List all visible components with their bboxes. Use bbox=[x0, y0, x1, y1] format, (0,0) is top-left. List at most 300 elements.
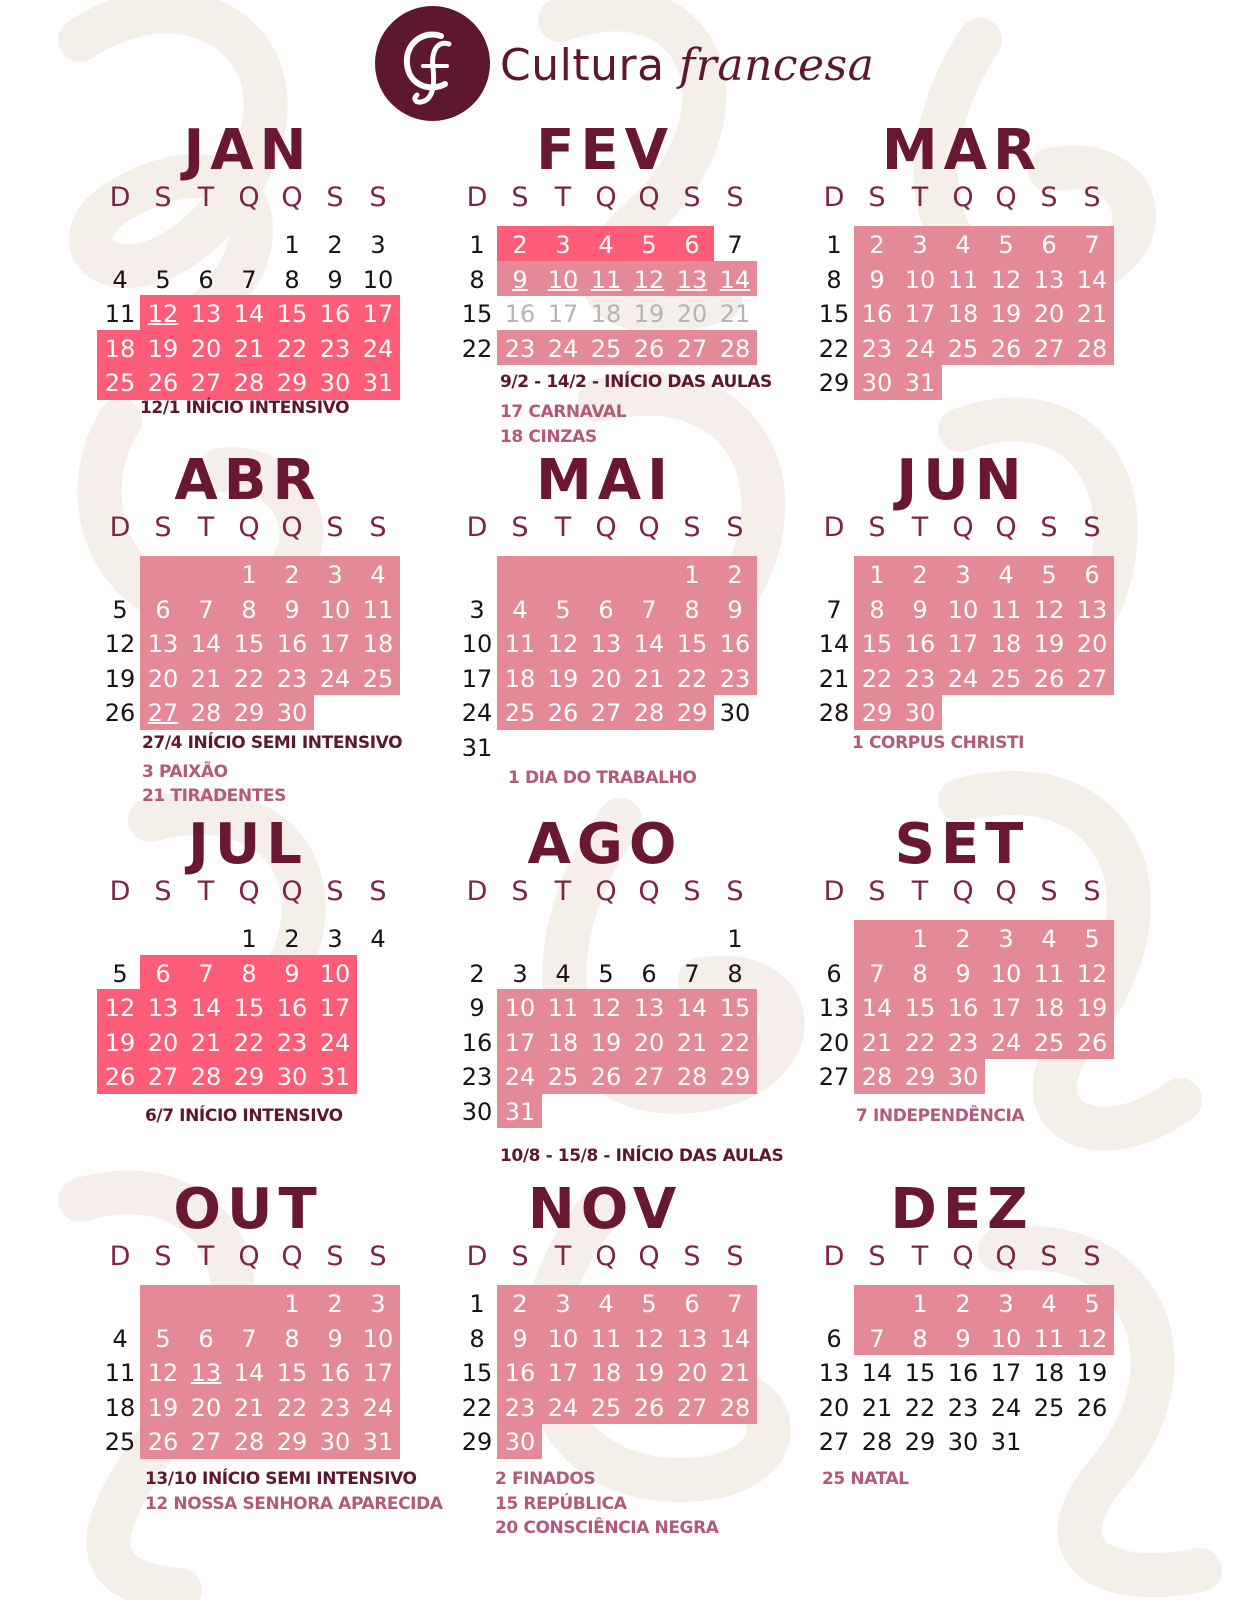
calendar-day: 29 bbox=[818, 369, 850, 397]
calendar-day: 1 bbox=[727, 925, 743, 953]
calendar-day: 13 bbox=[1033, 265, 1065, 294]
calendar-day: 7 bbox=[198, 595, 214, 624]
calendar-day: 21 bbox=[861, 1028, 893, 1057]
weekday-header: D bbox=[823, 512, 845, 543]
calendar-day: 13 bbox=[633, 994, 665, 1022]
weekday-header: T bbox=[911, 182, 929, 213]
month-title: ABR bbox=[174, 448, 322, 513]
calendar-day: 14 bbox=[719, 1324, 751, 1353]
calendar-day: 21 bbox=[233, 1393, 265, 1422]
calendar-day: 29 bbox=[861, 699, 893, 727]
calendar-day: 18 bbox=[1033, 1359, 1065, 1387]
calendar-day: 30 bbox=[719, 699, 751, 727]
calendar-day: 5 bbox=[641, 1290, 657, 1318]
calendar-day: 7 bbox=[727, 1290, 743, 1318]
calendar-day: 16 bbox=[719, 630, 751, 658]
calendar-day: 15 bbox=[233, 994, 265, 1022]
calendar-day: 9 bbox=[284, 959, 300, 988]
calendar-day: 29 bbox=[676, 699, 708, 727]
calendar-day: 20 bbox=[190, 334, 222, 363]
calendar-day: 25 bbox=[362, 1028, 394, 1057]
weekday-header: D bbox=[109, 876, 131, 907]
calendar-day: 20 bbox=[147, 664, 179, 693]
calendar-day: 25 bbox=[990, 664, 1022, 693]
calendar-day: 22 bbox=[818, 334, 850, 363]
calendar-day: 12 bbox=[633, 265, 665, 294]
calendar-day: 22 bbox=[676, 664, 708, 693]
calendar-day: 15 bbox=[676, 630, 708, 658]
weekday-header: Q bbox=[638, 512, 660, 543]
calendar-day: 16 bbox=[947, 994, 979, 1022]
calendar-day: 15 bbox=[904, 1359, 936, 1387]
calendar-day: 12 bbox=[1076, 959, 1108, 988]
calendar-day: 4 bbox=[370, 561, 386, 589]
calendar-day: 18 bbox=[104, 334, 136, 363]
calendar-day: 11 bbox=[947, 265, 979, 294]
calendar-day: 13 bbox=[1076, 595, 1108, 624]
calendar-day: 13 bbox=[190, 300, 222, 328]
calendar-day: 19 bbox=[990, 300, 1022, 328]
calendar-day: 25 bbox=[362, 664, 394, 693]
calendar-day: 3 bbox=[327, 561, 343, 589]
calendar-day: 19 bbox=[1076, 1359, 1108, 1387]
calendar-day: 26 bbox=[1033, 664, 1065, 693]
calendar-day: 10 bbox=[461, 630, 493, 658]
calendar-day: 14 bbox=[633, 630, 665, 658]
calendar-day: 9 bbox=[727, 595, 743, 624]
calendar-day: 10 bbox=[362, 1324, 394, 1353]
brand-logo bbox=[375, 6, 490, 121]
calendar-day: 18 bbox=[547, 1028, 579, 1057]
calendar-day: 13 bbox=[676, 1324, 708, 1353]
weekday-header: Q bbox=[238, 876, 260, 907]
calendar-day: 21 bbox=[861, 1393, 893, 1422]
calendar-day: 27 bbox=[1033, 334, 1065, 363]
calendar-day: 5 bbox=[1041, 561, 1057, 589]
calendar-day: 12 bbox=[633, 1324, 665, 1353]
calendar-day: 26 bbox=[147, 1428, 179, 1456]
month-title: DEZ bbox=[890, 1177, 1034, 1242]
calendar-day: 19 bbox=[1033, 630, 1065, 658]
calendar-day: 26 bbox=[990, 334, 1022, 363]
calendar-day: 21 bbox=[633, 664, 665, 693]
calendar-day: 16 bbox=[947, 1359, 979, 1387]
calendar-day: 30 bbox=[276, 1063, 308, 1091]
calendar-day: 18 bbox=[590, 1359, 622, 1387]
calendar-day: 8 bbox=[912, 1324, 928, 1353]
calendar-day: 27 bbox=[147, 1063, 179, 1091]
calendar-day: 23 bbox=[904, 664, 936, 693]
calendar-day: 7 bbox=[198, 959, 214, 988]
weekday-header: S bbox=[511, 512, 529, 543]
calendar-day: 17 bbox=[990, 994, 1022, 1022]
calendar-day: 23 bbox=[319, 1393, 351, 1422]
calendar-day: 6 bbox=[1084, 561, 1100, 589]
calendar-day: 6 bbox=[826, 959, 842, 988]
calendar-day: 14 bbox=[190, 630, 222, 658]
calendar-day: 28 bbox=[861, 1063, 893, 1091]
calendar-day: 27 bbox=[818, 1428, 850, 1456]
calendar-day: 27 bbox=[676, 1393, 708, 1422]
calendar-day: 30 bbox=[904, 699, 936, 727]
calendar-day: 27 bbox=[633, 1063, 665, 1091]
weekday-header: S bbox=[326, 876, 344, 907]
calendar-day: 8 bbox=[912, 959, 928, 988]
calendar-note: 21 TIRADENTES bbox=[142, 786, 286, 806]
calendar-day: 29 bbox=[461, 1428, 493, 1456]
calendar-day: 2 bbox=[469, 959, 485, 988]
calendar-day: 22 bbox=[233, 1028, 265, 1057]
weekday-header: T bbox=[554, 876, 572, 907]
calendar-day: 7 bbox=[684, 959, 700, 988]
weekday-header: Q bbox=[281, 182, 303, 213]
weekday-header: S bbox=[154, 1241, 172, 1272]
weekday-header: S bbox=[726, 1241, 744, 1272]
weekday-header: S bbox=[326, 1241, 344, 1272]
weekday-header: S bbox=[1083, 876, 1101, 907]
calendar-day: 15 bbox=[904, 994, 936, 1022]
calendar-day: 8 bbox=[684, 595, 700, 624]
calendar-day: 10 bbox=[504, 994, 536, 1022]
weekday-header: T bbox=[197, 512, 215, 543]
calendar-day: 25 bbox=[547, 1063, 579, 1091]
calendar-day: 26 bbox=[547, 699, 579, 727]
calendar-day: 9 bbox=[955, 959, 971, 988]
calendar-day: 1 bbox=[241, 925, 257, 953]
calendar-day: 22 bbox=[461, 1393, 493, 1422]
month-title: JAN bbox=[183, 118, 313, 183]
calendar-day: 24 bbox=[547, 334, 579, 363]
calendar-day: 1 bbox=[826, 231, 842, 259]
calendar-day: 4 bbox=[555, 959, 571, 988]
calendar-day: 14 bbox=[818, 630, 850, 658]
calendar-day: 7 bbox=[1084, 231, 1100, 259]
calendar-day: 13 bbox=[147, 994, 179, 1022]
calendar-day: 14 bbox=[1076, 265, 1108, 294]
calendar-note: 3 PAIXÃO bbox=[142, 762, 228, 782]
calendar-note: 1 DIA DO TRABALHO bbox=[508, 768, 697, 788]
weekday-header: D bbox=[109, 1241, 131, 1272]
calendar-note: 17 CARNAVAL bbox=[500, 402, 627, 422]
weekday-header: S bbox=[326, 182, 344, 213]
weekday-header: S bbox=[511, 182, 529, 213]
calendar-day: 3 bbox=[512, 959, 528, 988]
calendar-day: 21 bbox=[719, 1359, 751, 1387]
calendar-day: 9 bbox=[512, 265, 528, 294]
calendar-day: 30 bbox=[947, 1428, 979, 1456]
calendar-day: 2 bbox=[284, 561, 300, 589]
weekday-header: S bbox=[868, 876, 886, 907]
calendar-day: 23 bbox=[504, 334, 536, 363]
calendar-day: 8 bbox=[284, 1324, 300, 1353]
weekday-header: Q bbox=[995, 512, 1017, 543]
calendar-day: 20 bbox=[190, 1393, 222, 1422]
calendar-day: 30 bbox=[461, 1097, 493, 1126]
calendar-day: 1 bbox=[284, 1290, 300, 1318]
calendar-day: 17 bbox=[504, 1028, 536, 1057]
calendar-day: 2 bbox=[327, 1290, 343, 1318]
calendar-day: 8 bbox=[727, 959, 743, 988]
calendar-day: 21 bbox=[1076, 300, 1108, 328]
calendar-day: 23 bbox=[461, 1063, 493, 1091]
calendar-day: 10 bbox=[362, 265, 394, 294]
calendar-day: 1 bbox=[469, 231, 485, 259]
calendar-day: 20 bbox=[676, 300, 708, 328]
weekday-header: D bbox=[109, 512, 131, 543]
calendar-day: 6 bbox=[684, 1290, 700, 1318]
calendar-day: 2 bbox=[869, 231, 885, 259]
calendar-day: 27 bbox=[190, 369, 222, 397]
weekday-header: S bbox=[683, 876, 701, 907]
calendar-day: 13 bbox=[818, 994, 850, 1022]
calendar-day: 17 bbox=[319, 630, 351, 658]
calendar-day: 25 bbox=[1033, 1028, 1065, 1057]
weekday-header: Q bbox=[952, 512, 974, 543]
calendar-day: 28 bbox=[233, 1428, 265, 1456]
calendar-day: 4 bbox=[512, 595, 528, 624]
calendar-day: 18 bbox=[104, 1393, 136, 1422]
brand-name bbox=[500, 40, 874, 91]
calendar-note: 9/2 - 14/2 - INÍCIO DAS AULAS bbox=[500, 372, 772, 392]
weekday-header: S bbox=[726, 182, 744, 213]
calendar-day: 13 bbox=[147, 630, 179, 658]
weekday-header: Q bbox=[995, 182, 1017, 213]
calendar-day: 2 bbox=[955, 925, 971, 953]
calendar-day: 30 bbox=[276, 699, 308, 727]
calendar-day: 10 bbox=[947, 595, 979, 624]
calendar-day: 7 bbox=[727, 231, 743, 259]
calendar-day: 2 bbox=[727, 561, 743, 589]
calendar-note: 12 NOSSA SENHORA APARECIDA bbox=[145, 1494, 443, 1514]
calendar-day: 18 bbox=[1033, 994, 1065, 1022]
calendar-day: 13 bbox=[818, 1359, 850, 1387]
calendar-day: 16 bbox=[504, 300, 536, 328]
calendar-day: 16 bbox=[861, 300, 893, 328]
weekday-header: Q bbox=[595, 512, 617, 543]
calendar-day: 25 bbox=[104, 369, 136, 397]
calendar-day: 11 bbox=[1033, 959, 1065, 988]
weekday-header: S bbox=[683, 1241, 701, 1272]
calendar-day: 17 bbox=[947, 630, 979, 658]
calendar-day: 3 bbox=[998, 1290, 1014, 1318]
month-title: AGO bbox=[527, 812, 683, 877]
calendar-day: 29 bbox=[904, 1428, 936, 1456]
calendar-day: 3 bbox=[998, 925, 1014, 953]
calendar-day: 5 bbox=[555, 595, 571, 624]
calendar-day: 31 bbox=[504, 1097, 536, 1126]
calendar-day: 16 bbox=[276, 630, 308, 658]
calendar-day: 8 bbox=[284, 265, 300, 294]
calendar-day: 1 bbox=[869, 561, 885, 589]
calendar-day: 19 bbox=[104, 664, 136, 693]
calendar-day: 14 bbox=[233, 1359, 265, 1387]
weekday-header: Q bbox=[638, 182, 660, 213]
calendar-day: 31 bbox=[362, 1428, 394, 1456]
calendar-day: 14 bbox=[233, 300, 265, 328]
weekday-header: S bbox=[369, 876, 387, 907]
calendar-day: 23 bbox=[947, 1028, 979, 1057]
calendar-day: 14 bbox=[861, 1359, 893, 1387]
calendar-day: 5 bbox=[112, 595, 128, 624]
calendar-day: 5 bbox=[155, 1324, 171, 1353]
calendar-day: 24 bbox=[947, 664, 979, 693]
calendar-day: 26 bbox=[633, 1393, 665, 1422]
calendar-day: 4 bbox=[955, 231, 971, 259]
calendar-day: 21 bbox=[233, 334, 265, 363]
calendar-day: 28 bbox=[633, 699, 665, 727]
calendar-day: 8 bbox=[469, 1324, 485, 1353]
calendar-day: 31 bbox=[319, 1063, 351, 1091]
weekday-header: Q bbox=[595, 876, 617, 907]
calendar-day: 18 bbox=[590, 300, 622, 328]
calendar-day: 6 bbox=[198, 1324, 214, 1353]
calendar-day: 5 bbox=[112, 959, 128, 988]
weekday-header: Q bbox=[281, 1241, 303, 1272]
calendar-day: 9 bbox=[912, 595, 928, 624]
calendar-day: 25 bbox=[590, 1393, 622, 1422]
calendar-day: 27 bbox=[818, 1063, 850, 1091]
calendar-day: 8 bbox=[869, 595, 885, 624]
calendar-day: 13 bbox=[590, 630, 622, 658]
calendar-day: 11 bbox=[362, 595, 394, 624]
calendar-day: 15 bbox=[276, 300, 308, 328]
weekday-header: Q bbox=[238, 182, 260, 213]
calendar-day: 20 bbox=[590, 664, 622, 693]
calendar-day: 6 bbox=[826, 1324, 842, 1353]
calendar-day: 27 bbox=[676, 334, 708, 363]
calendar-day: 2 bbox=[512, 1290, 528, 1318]
weekday-header: Q bbox=[238, 512, 260, 543]
calendar-day: 22 bbox=[276, 334, 308, 363]
calendar-day: 12 bbox=[147, 300, 179, 328]
weekday-header: D bbox=[823, 1241, 845, 1272]
calendar-day: 3 bbox=[370, 231, 386, 259]
calendar-day: 25 bbox=[104, 1428, 136, 1456]
weekday-header: Q bbox=[995, 876, 1017, 907]
calendar-day: 17 bbox=[362, 1359, 394, 1387]
calendar-day: 2 bbox=[912, 561, 928, 589]
calendar-day: 3 bbox=[370, 1290, 386, 1318]
weekday-header: T bbox=[197, 182, 215, 213]
calendar-day: 17 bbox=[547, 300, 579, 328]
calendar-day: 24 bbox=[362, 1393, 394, 1422]
calendar-day: 22 bbox=[861, 664, 893, 693]
calendar-day: 15 bbox=[276, 1359, 308, 1387]
weekday-header: S bbox=[1040, 876, 1058, 907]
calendar-day: 3 bbox=[555, 1290, 571, 1318]
calendar-day: 20 bbox=[818, 1393, 850, 1422]
month-title: OUT bbox=[173, 1177, 323, 1242]
weekday-header: D bbox=[109, 182, 131, 213]
weekday-header: T bbox=[911, 876, 929, 907]
calendar-day: 1 bbox=[284, 231, 300, 259]
weekday-header: T bbox=[554, 1241, 572, 1272]
calendar-day: 30 bbox=[861, 369, 893, 397]
weekday-header: T bbox=[911, 1241, 929, 1272]
calendar-day: 11 bbox=[547, 994, 579, 1022]
calendar-day: 20 bbox=[1033, 300, 1065, 328]
calendar-day: 6 bbox=[684, 231, 700, 259]
weekday-header: Q bbox=[638, 1241, 660, 1272]
calendar-day: 7 bbox=[641, 595, 657, 624]
brand-name-part1: Cultura bbox=[500, 40, 680, 91]
calendar-day: 5 bbox=[1084, 1290, 1100, 1318]
calendar-note: 10/8 - 15/8 - INÍCIO DAS AULAS bbox=[500, 1146, 784, 1166]
calendar-day: 8 bbox=[241, 595, 257, 624]
calendar-day: 10 bbox=[990, 1324, 1022, 1353]
calendar-day: 4 bbox=[112, 265, 128, 294]
calendar-day: 10 bbox=[547, 265, 579, 294]
month-title: SET bbox=[894, 812, 1030, 877]
calendar-day: 30 bbox=[947, 1063, 979, 1091]
calendar-note: 7 INDEPENDÊNCIA bbox=[856, 1106, 1025, 1126]
calendar-day: 19 bbox=[147, 334, 179, 363]
calendar-day: 27 bbox=[190, 1428, 222, 1456]
month-title: NOV bbox=[527, 1177, 683, 1242]
calendar-day: 24 bbox=[547, 1393, 579, 1422]
calendar-day: 12 bbox=[990, 265, 1022, 294]
calendar-day: 19 bbox=[633, 1359, 665, 1387]
calendar-day: 29 bbox=[904, 1063, 936, 1091]
calendar-day: 7 bbox=[826, 595, 842, 624]
calendar-day: 24 bbox=[990, 1028, 1022, 1057]
calendar-day: 10 bbox=[904, 265, 936, 294]
calendar-day: 9 bbox=[327, 1324, 343, 1353]
calendar-day: 25 bbox=[1033, 1393, 1065, 1422]
calendar-note: 12/1 INÍCIO INTENSIVO bbox=[140, 398, 350, 418]
calendar-day: 1 bbox=[912, 925, 928, 953]
calendar-day: 26 bbox=[147, 369, 179, 397]
weekday-header: S bbox=[1040, 182, 1058, 213]
calendar-day: 10 bbox=[990, 959, 1022, 988]
calendar-day: 20 bbox=[1076, 630, 1108, 658]
weekday-header: S bbox=[369, 182, 387, 213]
calendar-day: 16 bbox=[276, 994, 308, 1022]
calendar-note: 13/10 INÍCIO SEMI INTENSIVO bbox=[145, 1469, 417, 1489]
weekday-header: S bbox=[154, 876, 172, 907]
calendar-day: 15 bbox=[818, 300, 850, 328]
calendar-day: 7 bbox=[241, 1324, 257, 1353]
calendar-day: 18 bbox=[504, 664, 536, 693]
calendar-day: 23 bbox=[276, 664, 308, 693]
calendar-day: 28 bbox=[233, 369, 265, 397]
weekday-header: D bbox=[823, 182, 845, 213]
calendar-day: 3 bbox=[555, 231, 571, 259]
calendar-day: 9 bbox=[512, 1324, 528, 1353]
calendar-day: 13 bbox=[676, 265, 708, 294]
calendar-day: 10 bbox=[319, 595, 351, 624]
calendar-day: 28 bbox=[818, 699, 850, 727]
calendar-day: 10 bbox=[547, 1324, 579, 1353]
weekday-header: S bbox=[369, 1241, 387, 1272]
weekday-header: Q bbox=[595, 182, 617, 213]
calendar-day: 6 bbox=[198, 265, 214, 294]
calendar-day: 16 bbox=[504, 1359, 536, 1387]
calendar-day: 21 bbox=[719, 300, 751, 328]
calendar-day: 22 bbox=[461, 334, 493, 363]
calendar-day: 18 bbox=[362, 994, 394, 1022]
calendar-day: 9 bbox=[327, 265, 343, 294]
calendar-day: 22 bbox=[276, 1393, 308, 1422]
calendar-day: 17 bbox=[362, 300, 394, 328]
calendar-day: 24 bbox=[904, 334, 936, 363]
calendar-day: 11 bbox=[362, 959, 394, 988]
calendar-note: 27/4 INÍCIO SEMI INTENSIVO bbox=[142, 733, 403, 753]
calendar-day: 27 bbox=[147, 699, 179, 727]
calendar-day: 30 bbox=[319, 369, 351, 397]
calendar-day: 22 bbox=[233, 664, 265, 693]
calendar-note: 20 CONSCIÊNCIA NEGRA bbox=[495, 1518, 719, 1538]
